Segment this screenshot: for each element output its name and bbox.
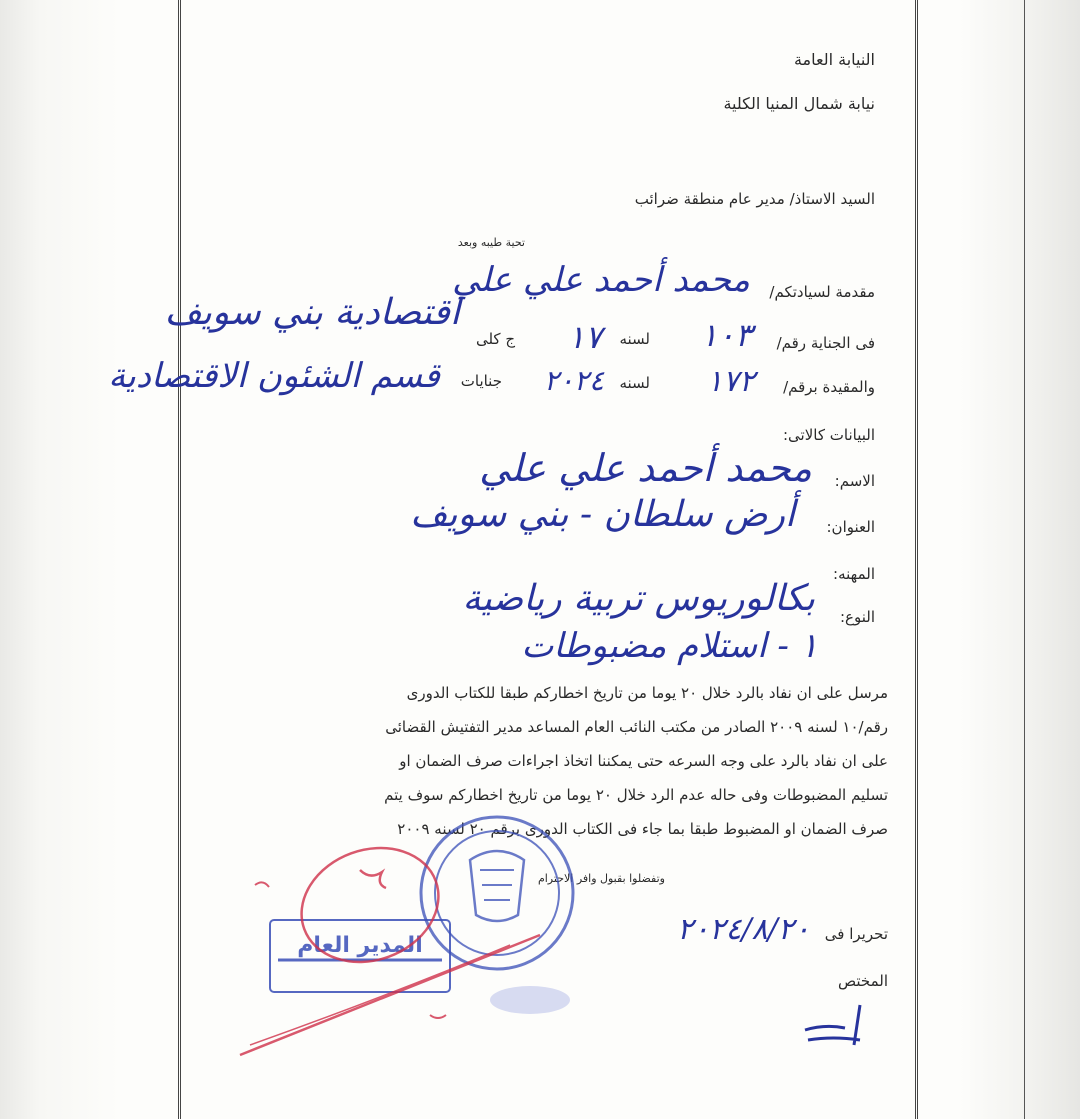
body-line: مرسل على ان نفاد بالرد خلال ٢٠ يوما من تاريخ اخطاركم طبقا للكتاب الدورى [406, 684, 888, 702]
registered-label: والمقيدة برقم/ [783, 378, 875, 396]
type-value: ١ - استلام مضبوطات [521, 626, 818, 666]
case-year-label: لسنه [619, 330, 650, 348]
presented-value: محمد أحمد علي علي [452, 260, 750, 300]
address-label: العنوان: [826, 518, 875, 536]
body-line: على ان نفاد بالرد على وجه السرعه حتى يمكننا اتخاذ اجراءات صرف الضمان او [399, 752, 888, 770]
body-line: تسليم المضبوطات وفى حاله عدم الرد خلال ٢٠ يوما من تاريخ اخطاركم سوف يتم [384, 786, 888, 804]
registered-number: ١٧٢ [706, 364, 755, 399]
greeting: تحية طيبه وبعد [457, 236, 525, 249]
presented-label: مقدمة لسيادتكم/ [769, 283, 875, 301]
date-label: تحريرا فى [824, 925, 888, 943]
case-court-label: ج كلى [475, 330, 515, 348]
registered-type: جنايات [460, 372, 502, 390]
job-label: المهنه: [833, 565, 875, 583]
name-value: محمد أحمد علي علي [479, 446, 812, 490]
addressee: السيد الاستاذ/ مدير عام منطقة ضرائب [634, 190, 875, 208]
round-seal-stamp [421, 817, 573, 969]
registered-year-label: لسنه [619, 374, 650, 392]
stamp-label: المدير العام [297, 933, 423, 958]
closing-text: وتفضلوا بقبول وافر الاحترام [537, 872, 665, 885]
body-line: صرف الضمان او المضبوط طبقا بما جاء فى الكتاب الدورى برقم ٢٠ لسنه ٢٠٠٩ [397, 820, 888, 838]
data-heading: البيانات كالاتى: [783, 426, 875, 444]
ink-smudge [490, 986, 570, 1014]
registered-section: قسم الشئون الاقتصادية [108, 356, 440, 396]
office-title: نيابة شمال المنيا الكلية [723, 94, 875, 113]
signer-label: المختص [838, 972, 888, 990]
job-value: بكالوريوس تربية رياضية [462, 578, 815, 619]
case-year: ١٧ [567, 318, 602, 356]
case-court-value: اقتصادية بني سويف [164, 292, 460, 333]
authority-title: النيابة العامة [793, 50, 875, 69]
address-value: أرض سلطان - بني سويف [410, 494, 795, 535]
name-label: الاسم: [834, 472, 875, 490]
registered-year: ٢٠٢٤ [543, 364, 604, 397]
type-label: النوع: [839, 608, 875, 626]
case-number: ١٠٣ [700, 316, 752, 354]
case-label: فى الجناية رقم/ [776, 334, 875, 352]
date-value: ٢٠٢٤/٨/٢٠ [676, 912, 810, 947]
signer-signature [805, 1005, 860, 1045]
body-line: رقم/١٠ لسنه ٢٠٠٩ الصادر من مكتب النائب العام المساعد مدير التفتيش القضائى [385, 718, 888, 736]
